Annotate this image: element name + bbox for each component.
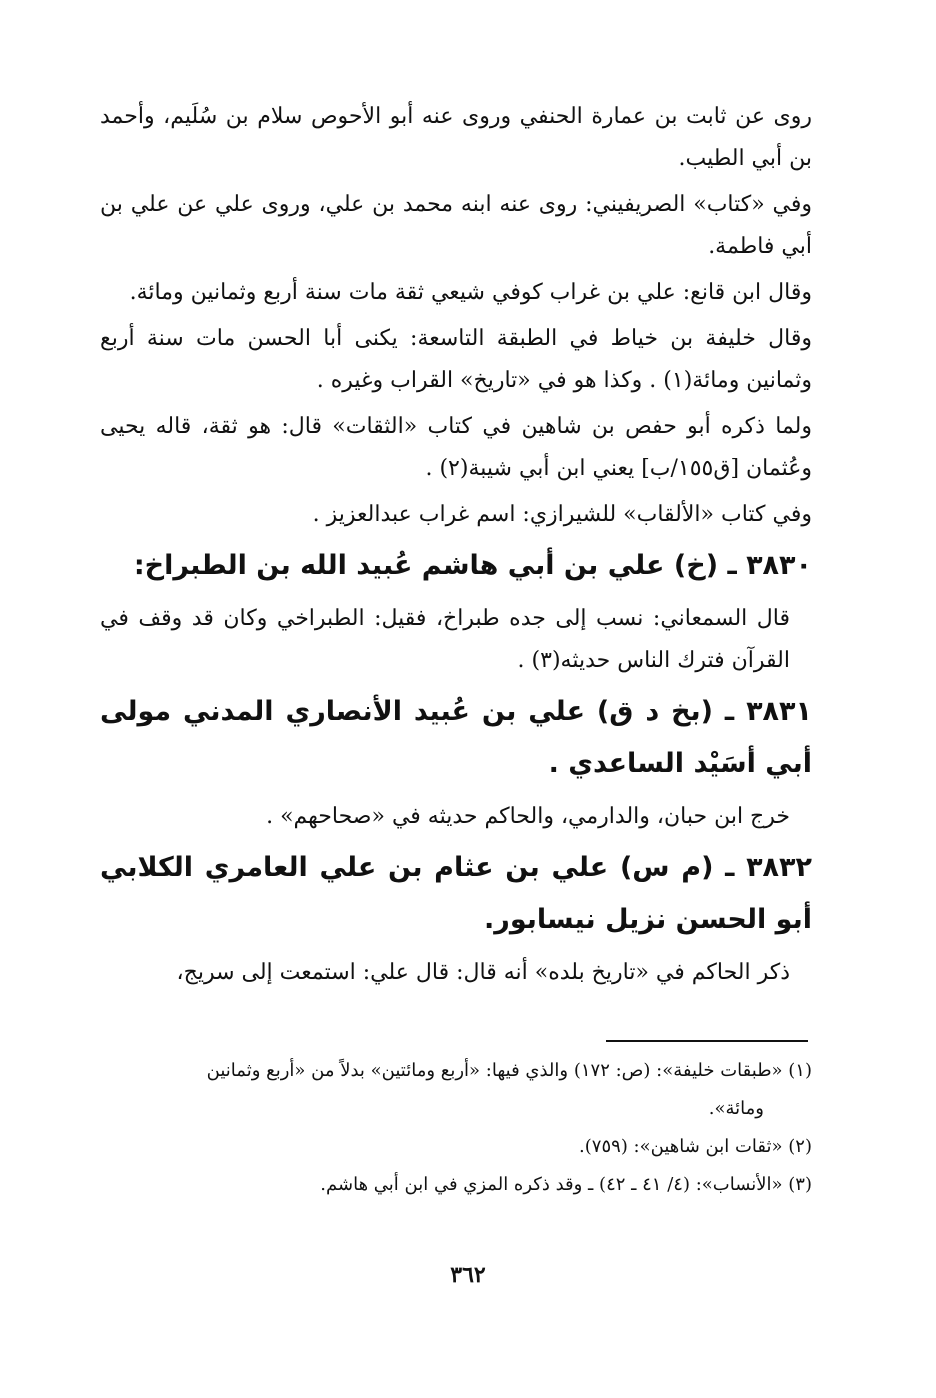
footnote-1: (١) «طبقات خليفة»: (ص: ١٧٢) والذي فيها: «أربع ومائتين» بدلاً من «أربع وثمانين <box>206 1060 812 1081</box>
page-number: ٣٦٢ <box>450 1262 486 1288</box>
footnote-3: (٣) «الأنساب»: (٤/ ٤١ ـ ٤٢) ـ وقد ذكره المزي في ابن أبي هاشم. <box>320 1174 812 1195</box>
paragraph-sahih-collections: خرج ابن حبان، والدارمي، والحاكم حديثه في «صحاحهم» . <box>266 804 790 829</box>
entry-heading-3830: ٣٨٣٠ ـ (خ) علي بن أبي هاشم عُبيد الله بن الطبراخ: <box>133 550 812 581</box>
footnote-divider <box>606 1040 808 1042</box>
paragraph-narrators: روى عن ثابت بن عمارة الحنفي وروى عنه أبو الأحوص سلام بن سُلَيم، وأحمد بن أبي الطيب. <box>100 104 812 171</box>
footnote-1-continuation: ومائة». <box>708 1098 764 1119</box>
entry-heading-3832: ٣٨٣٢ ـ (م س) علي بن عثام بن علي العامري الكلابي أبو الحسن نزيل نيسابور. <box>100 852 812 935</box>
paragraph-hakim: ذكر الحاكم في «تاريخ بلده» أنه قال: قال علي: استمعت إلى سريج، <box>176 960 790 985</box>
footnote-2: (٢) «ثقات ابن شاهين»: (٧٥٩). <box>579 1136 812 1157</box>
footnotes <box>100 1052 812 1204</box>
paragraph-khalifa: وقال خليفة بن خياط في الطبقة التاسعة: يكنى أبا الحسن مات سنة أربع وثمانين ومائة(١) . وكذا هو في «تاريخ» القراب وغيره . <box>100 326 812 393</box>
paragraph-samani: قال السمعاني: نسب إلى جده طبراخ، فقيل: الطبراخي وكان قد وقف في القرآن فترك الناس حديثه(٣) . <box>100 606 790 673</box>
page-body <box>100 96 812 998</box>
paragraph-sarifini: وفي «كتاب» الصريفيني: روى عنه ابنه محمد بن علي، وروى علي عن علي بن أبي فاطمة. <box>100 192 812 259</box>
paragraph-ibn-qani: وقال ابن قانع: علي بن غراب كوفي شيعي ثقة مات سنة أربع وثمانين ومائة. <box>129 280 812 305</box>
entry-heading-3831: ٣٨٣١ ـ (بخ د ق) علي بن عُبيد الأنصاري المدني مولى أبي أسَيْد الساعدي . <box>100 696 812 779</box>
paragraph-alqab: وفي كتاب «الألقاب» للشيرازي: اسم غراب عبدالعزيز . <box>312 502 812 527</box>
paragraph-ibn-shahin: ولما ذكره أبو حفص بن شاهين في كتاب «الثقات» قال: هو ثقة، قاله يحيى وعُثمان [ق١٥٥/ب] يعني ابن أبي شيبة(٢) . <box>100 414 812 481</box>
